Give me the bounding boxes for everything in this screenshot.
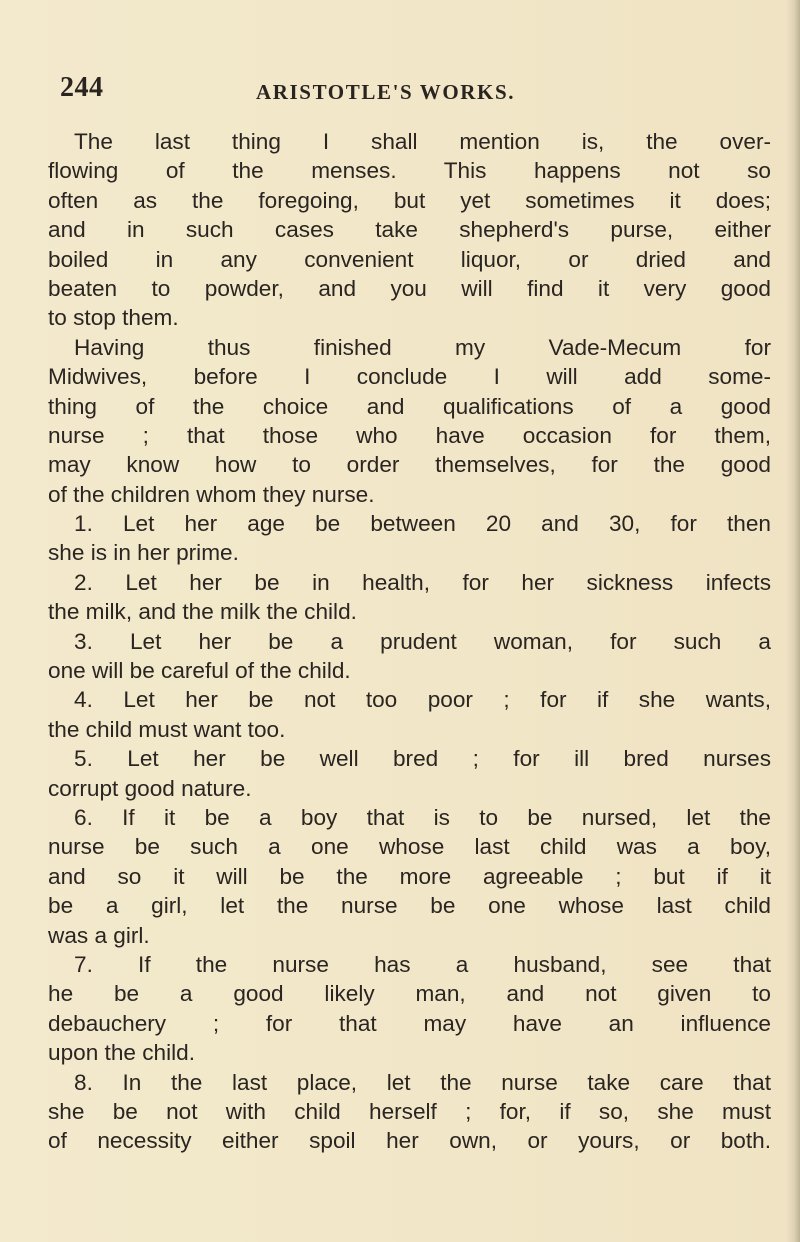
- text-line: the child must want too.: [48, 716, 286, 742]
- body-text: [48, 127, 771, 1156]
- text-line: corrupt good nature.: [48, 775, 252, 801]
- page-edge-shadow: [786, 0, 800, 1242]
- text-line: and so it will be the more agreeable ; but if it: [48, 863, 771, 889]
- text-line: of necessity either spoil her own, or yours, or both.: [48, 1128, 771, 1154]
- text-line: flowing of the menses. This happens not so: [48, 158, 771, 184]
- text-line: may know how to order themselves, for the good: [48, 452, 771, 478]
- text-line: debauchery ; for that may have an influence: [48, 1010, 771, 1036]
- text-line: was a girl.: [48, 922, 150, 948]
- text-line: one will be careful of the child.: [48, 658, 351, 684]
- text-line: the milk, and the milk the child.: [48, 599, 357, 625]
- running-head: ARISTOTLE'S WORKS.: [256, 80, 516, 104]
- page-number: 244: [60, 72, 104, 103]
- text-line: 7. If the nurse has a husband, see that: [74, 951, 771, 977]
- text-line: she is in her prime.: [48, 540, 239, 566]
- text-line: 5. Let her be well bred ; for ill bred nurses: [74, 746, 771, 772]
- text-line: of the children whom they nurse.: [48, 481, 375, 507]
- text-line: 1. Let her age be between 20 and 30, for then: [74, 511, 771, 537]
- text-line: 2. Let her be in health, for her sickness infects: [74, 569, 771, 595]
- text-line: 6. If it be a boy that is to be nursed, let the: [74, 804, 771, 830]
- text-line: 4. Let her be not too poor ; for if she wants,: [74, 687, 771, 713]
- text-line: beaten to powder, and you will find it very good: [48, 275, 771, 301]
- text-line: she be not with child herself ; for, if so, she must: [48, 1098, 771, 1124]
- text-line: upon the child.: [48, 1040, 195, 1066]
- text-line: boiled in any convenient liquor, or dried and: [48, 246, 771, 272]
- text-line: be a girl, let the nurse be one whose last child: [48, 893, 771, 919]
- text-line: thing of the choice and qualifications of a good: [48, 393, 771, 419]
- text-line: Midwives, before I conclude I will add some-: [48, 364, 771, 390]
- text-line: 8. In the last place, let the nurse take care that: [74, 1069, 771, 1095]
- text-line: often as the foregoing, but yet sometimes it does;: [48, 187, 771, 213]
- text-line: 3. Let her be a prudent woman, for such a: [74, 628, 771, 654]
- text-line: and in such cases take shepherd's purse, either: [48, 217, 771, 243]
- text-line: to stop them.: [48, 305, 179, 331]
- text-line: The last thing I shall mention is, the over-: [74, 129, 771, 154]
- text-line: Having thus finished my Vade-Mecum for: [74, 334, 771, 360]
- text-line: nurse ; that those who have occasion for them,: [48, 422, 771, 448]
- text-line: he be a good likely man, and not given to: [48, 981, 771, 1007]
- text-line: nurse be such a one whose last child was a boy,: [48, 834, 771, 860]
- page-header: [60, 72, 760, 104]
